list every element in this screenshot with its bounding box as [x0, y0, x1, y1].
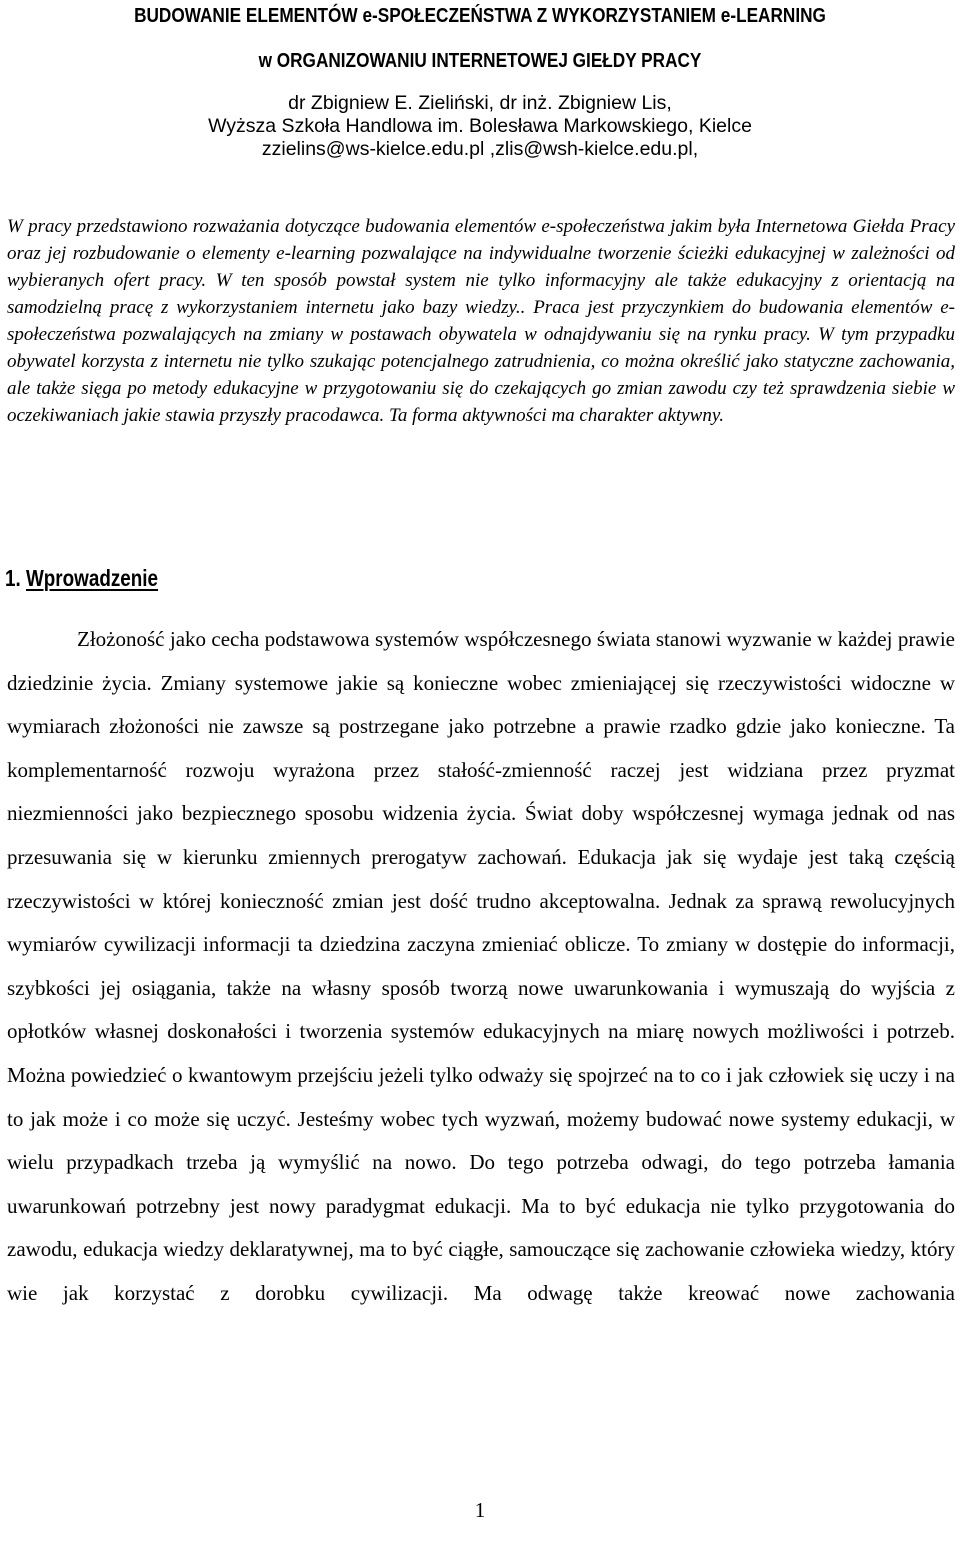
body-paragraph: Złożoność jako cecha podstawowa systemów współczesnego świata stanowi wyzwanie w każdej prawie dziedzinie życia. Zmiany systemowe jakie są konieczne wobec zmieniającej się rzeczywistości widoczne w wymiarach złożoności nie zawsze są postrzegane jako potrzebne a prawie rzadko gdzie jako konieczne. Ta komplementarność rozwoju wyrażona przez stałość-zmienność raczej jest widziana przez pryzmat niezmienności jako bezpiecznego sposobu widzenia życia. Świat doby współczesnej wymaga jednak od nas przesuwania się w kierunku zmiennych prerogatyw zachowań. Edukacja jak się wydaje jest taką częścią rzeczywistości w której konieczność zmian jest dość trudno akceptowalna. Jednak za sprawą rewolucyjnych wymiarów cywilizacji informacji ta dziedzina zaczyna zmieniać oblicze. To zmiany w dostępie do informacji, szybkości jej osiągania, także na własny sposób tworzą nowe uwarunkowania i wymuszają do wyjścia z opłotków własnej doskonałości i tworzenia systemów edukacyjnych na miarę nowych możliwości i potrzeb. Można powiedzieć o kwantowym przejściu jeżeli tylko odważy się spojrzeć na to co i jak człowiek się uczy i na to jak może i co może się uczyć. Jesteśmy wobec tych wyzwań, możemy budować nowe systemy edukacji, w wielu przypadkach trzeba ją wymyślić na nowo. Do tego potrzeba odwagi, do tego potrzeba łamania uwarunkowań potrzebny jest nowy paradygmat edukacji. Ma to być edukacja nie tylko przygotowania do zawodu, edukacja wiedzy deklaratywnej, ma to być ciągłe, samouczące się zachowanie człowieka wiedzy, który wie jak korzystać z dorobku cywilizacji. Ma odwagę także kreować nowe zachowania — [7, 627, 955, 1305]
abstract: W pracy przedstawiono rozważania dotyczące budowania elementów e-społeczeństwa jakim była Internetowa Giełda Pracy oraz jej rozbudowanie o elementy e-learning pozwalające na indywidualne tworzenie ścieżki edukacyjnej w zależności od wybieranych ofert pracy. W ten sposób powstał system nie tylko informacyjny ale także edukacyjny z orientacją na samodzielną pracę z wykorzystaniem internetu jako bazy wiedzy.. Praca jest przyczynkiem do budowania elementów e-społeczeństwa pozwalających na zmiany w postawach obywatela w odnajdywaniu się na rynku pracy. W tym przypadku obywatel korzysta z internetu nie tylko szukając potencjalnego zatrudnienia, co można określić jako statyczne zachowania, ale także sięga po metody edukacyjne w przygotowaniu się do czekających go zmian zawodu czy też sprawdzenia siebie w oczekiwaniach jakie stawia przyszły pracodawca. Ta forma aktywności ma charakter aktywny. — [7, 216, 955, 426]
author-affiliation: Wyższa Szkoła Handlowa im. Bolesława Markowskiego, Kielce — [208, 115, 752, 137]
author-block — [0, 92, 960, 161]
section-title: Wprowadzenie — [25, 565, 159, 591]
author-emails: zzielins@ws-kielce.edu.pl ,zlis@wsh-kielce.edu.pl, — [261, 138, 699, 160]
document-title-line-1: BUDOWANIE ELEMENTÓW e-SPOŁECZEŃSTWA Z WYKORZYSTANIEM e-LEARNING — [134, 5, 826, 27]
section-heading — [5, 563, 158, 593]
author-names: dr Zbigniew E. Zieliński, dr inż. Zbigniew Lis, — [288, 92, 672, 114]
page-number: 1 — [474, 1498, 486, 1522]
section-number: 1. — [5, 565, 21, 591]
document-title-line-2: w ORGANIZOWANIU INTERNETOWEJ GIEŁDY PRACY — [258, 50, 702, 72]
